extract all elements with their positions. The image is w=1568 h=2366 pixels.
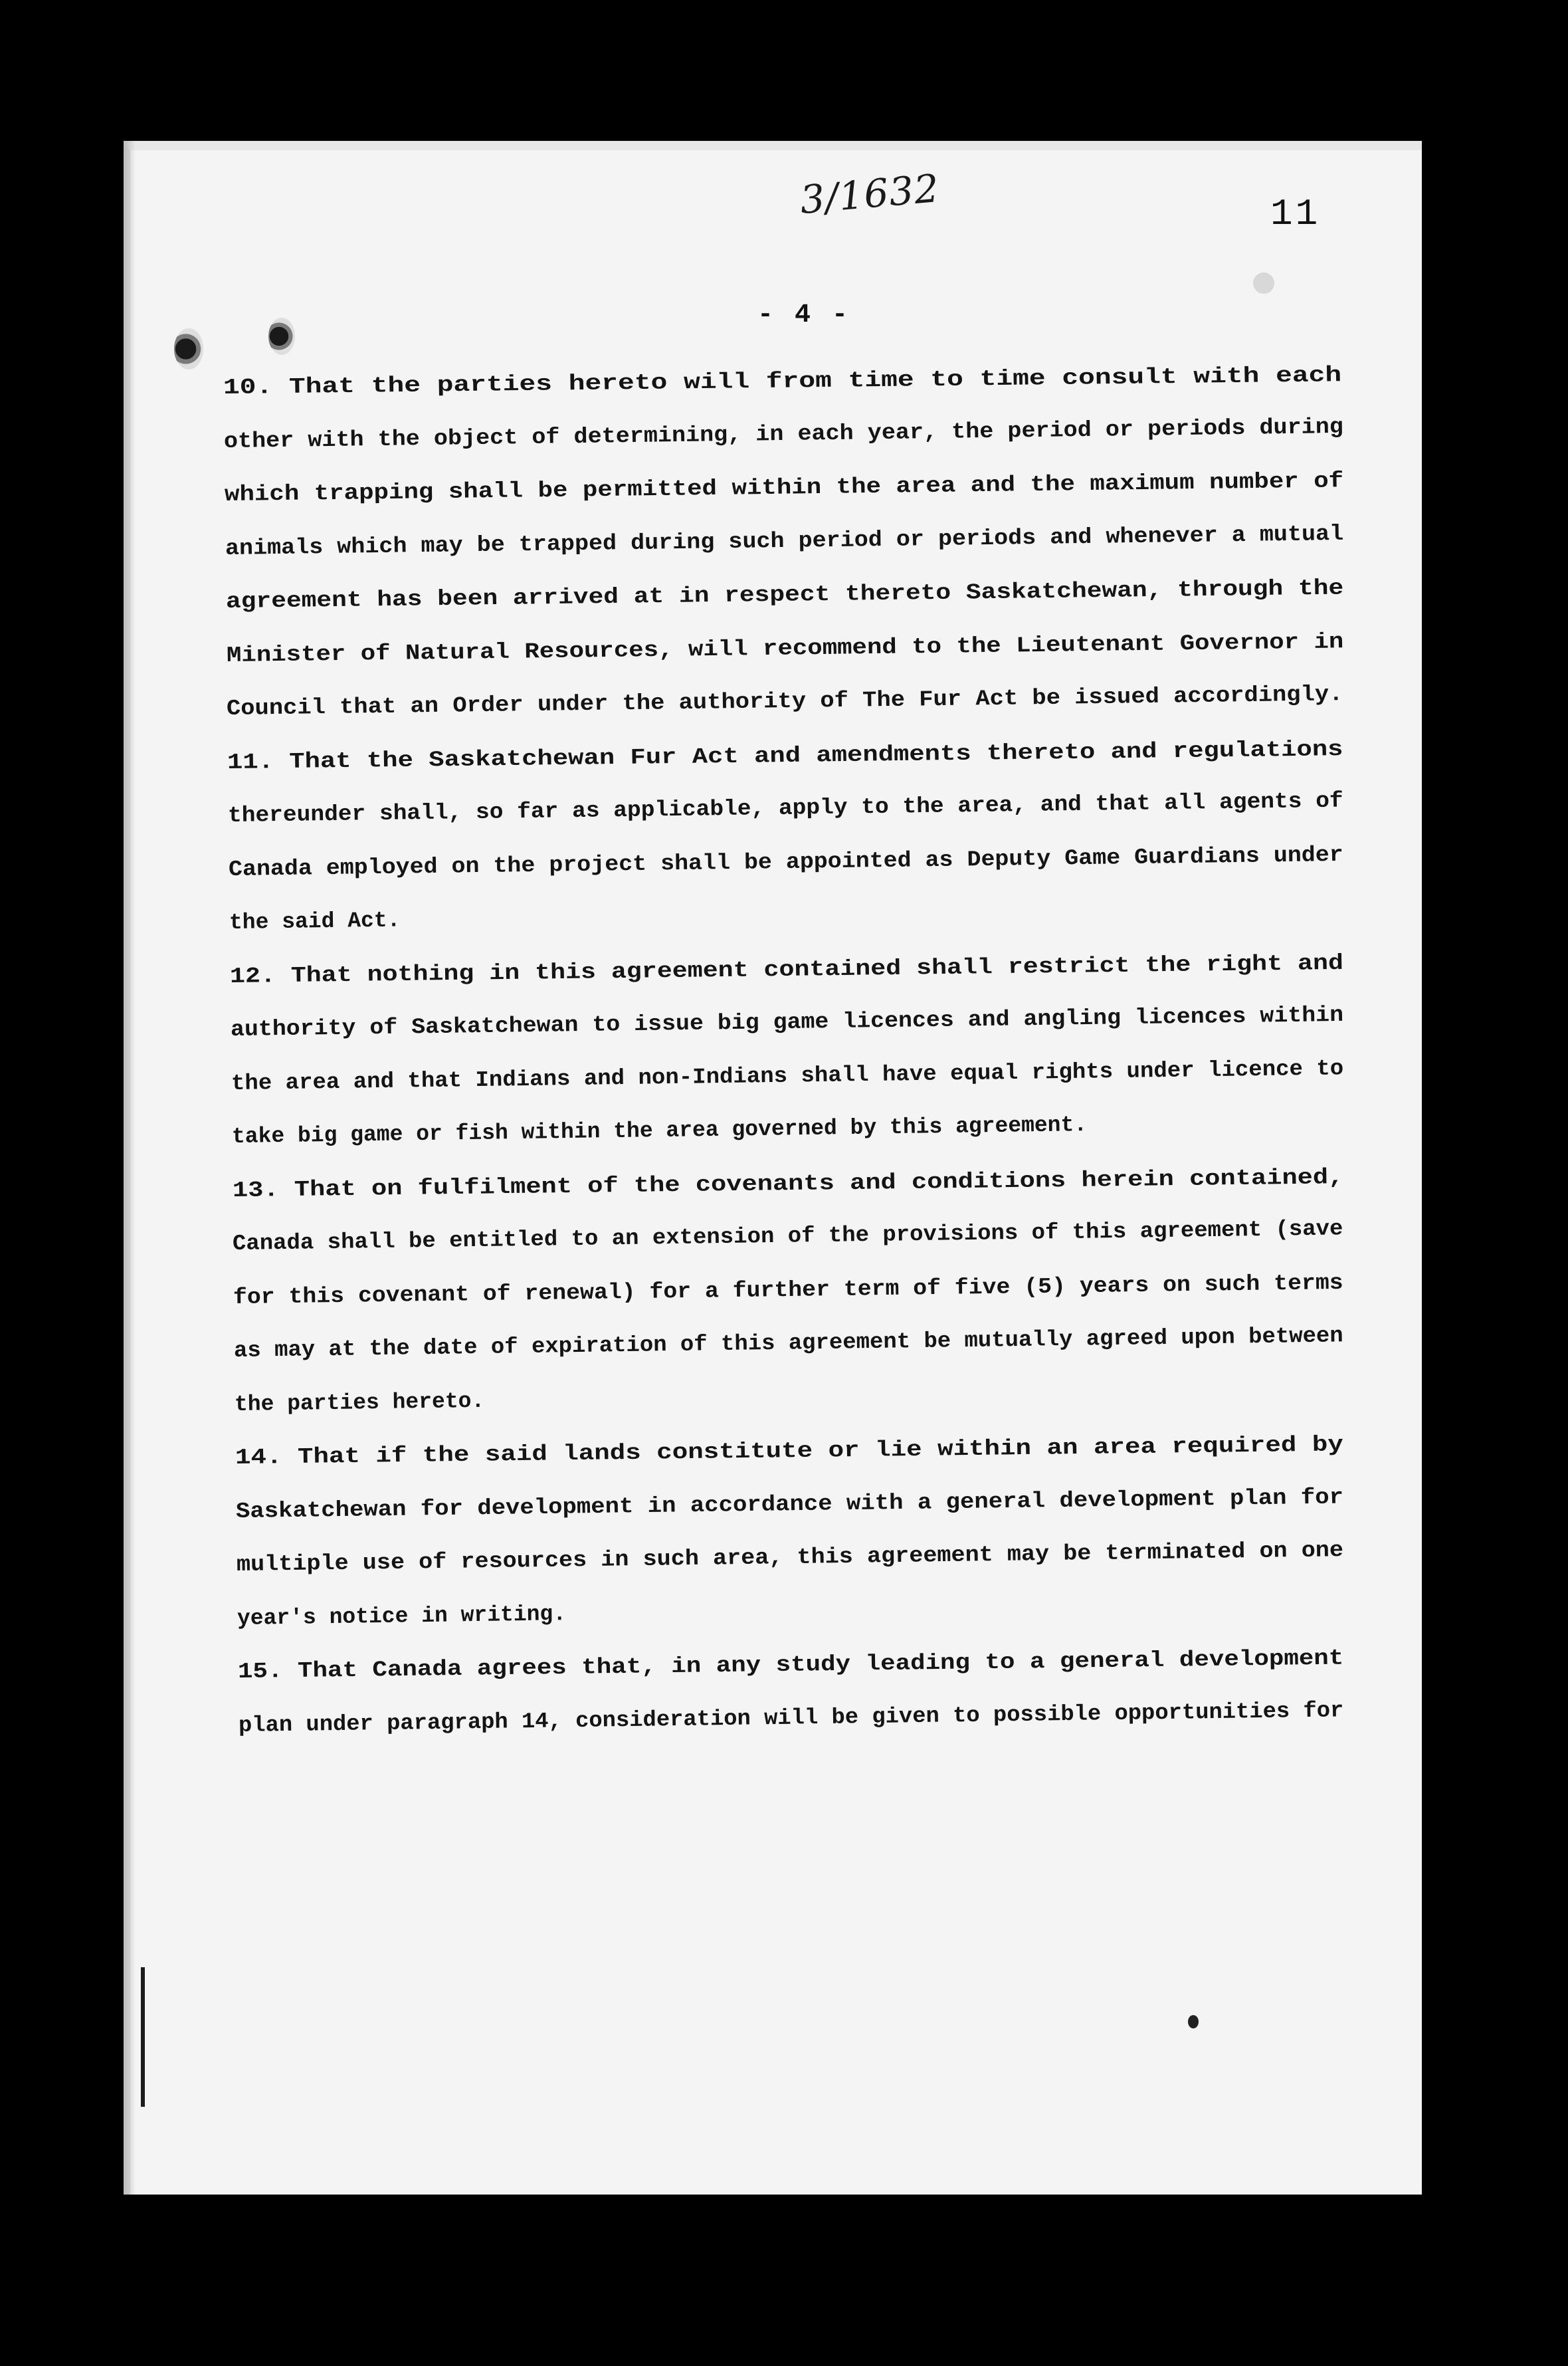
text-line: 11. That the Saskatchewan Fur Act and amendments thereto and regulations — [227, 736, 1344, 775]
text-line: multiple use of resources in such area, this agreement may be terminated on one — [236, 1538, 1344, 1577]
text-line: 13. That on fulfilment of the covenants and conditions herein contained, — [232, 1164, 1344, 1203]
text-line: Council that an Order under the authority of The Fur Act be issued accordingly. — [227, 682, 1344, 721]
text-line: 12. That nothing in this agreement contained shall restrict the right and — [229, 950, 1344, 989]
margin-mark — [141, 1967, 145, 2107]
text-line: as may at the date of expiration of this agreement be mutually agreed upon between — [233, 1323, 1344, 1363]
text-line: animals which may be trapped during such period or periods and whenever a mutual — [225, 521, 1344, 561]
text-line: 14. That if the said lands constitute or lie within an area required by — [235, 1432, 1344, 1470]
page-edge-shadow — [124, 141, 136, 2195]
text-line: 10. That the parties hereto will from time to time consult with each — [223, 363, 1342, 400]
text-line: authority of Saskatchewan to issue big game licences and angling licences within — [230, 1002, 1344, 1042]
paper-blemish — [1253, 272, 1274, 294]
sheet-number: 11 — [1270, 193, 1321, 235]
text-line: the area and that Indians and non-Indians shall have equal rights under licence to — [231, 1055, 1344, 1096]
ink-blot — [1188, 2015, 1199, 2028]
text-line: 15. That Canada agrees that, in any study leading to a general development — [237, 1646, 1344, 1684]
text-line: Canada shall be entitled to an extension of the provisions of this agreement (save — [233, 1216, 1344, 1256]
text-line: the said Act. — [229, 908, 401, 935]
text-line: plan under paragraph 14, consideration will be given to possible opportunities for — [238, 1697, 1344, 1738]
text-line: agreement has been arrived at in respect thereto Saskatchewan, through the — [225, 576, 1344, 614]
text-line: the parties hereto. — [234, 1388, 485, 1417]
punch-hole-left — [174, 328, 203, 370]
text-line: Minister of Natural Resources, will recommend to the Lieutenant Governor in — [226, 629, 1344, 668]
text-line: thereunder shall, so far as applicable, apply to the area, and that all agents of — [227, 788, 1344, 828]
text-line: take big game or fish within the area governed by this agreement. — [231, 1113, 1087, 1149]
text-line: year's notice in writing. — [237, 1601, 566, 1631]
handwritten-reference-number: 3/1632 — [798, 165, 941, 223]
page-number: - 4 - — [757, 300, 851, 330]
punch-hole-right — [268, 318, 295, 355]
text-line: Canada employed on the project shall be appointed as Deputy Game Guardians under — [228, 842, 1344, 882]
text-line: for this covenant of renewal) for a further term of five (5) years on such terms — [233, 1270, 1344, 1310]
text-line: which trapping shall be permitted within the area and the maximum number of — [224, 469, 1344, 507]
text-line: Saskatchewan for development in accordance with a general development plan for — [235, 1484, 1344, 1524]
text-line: other with the object of determining, in each year, the period or periods during — [223, 414, 1344, 454]
